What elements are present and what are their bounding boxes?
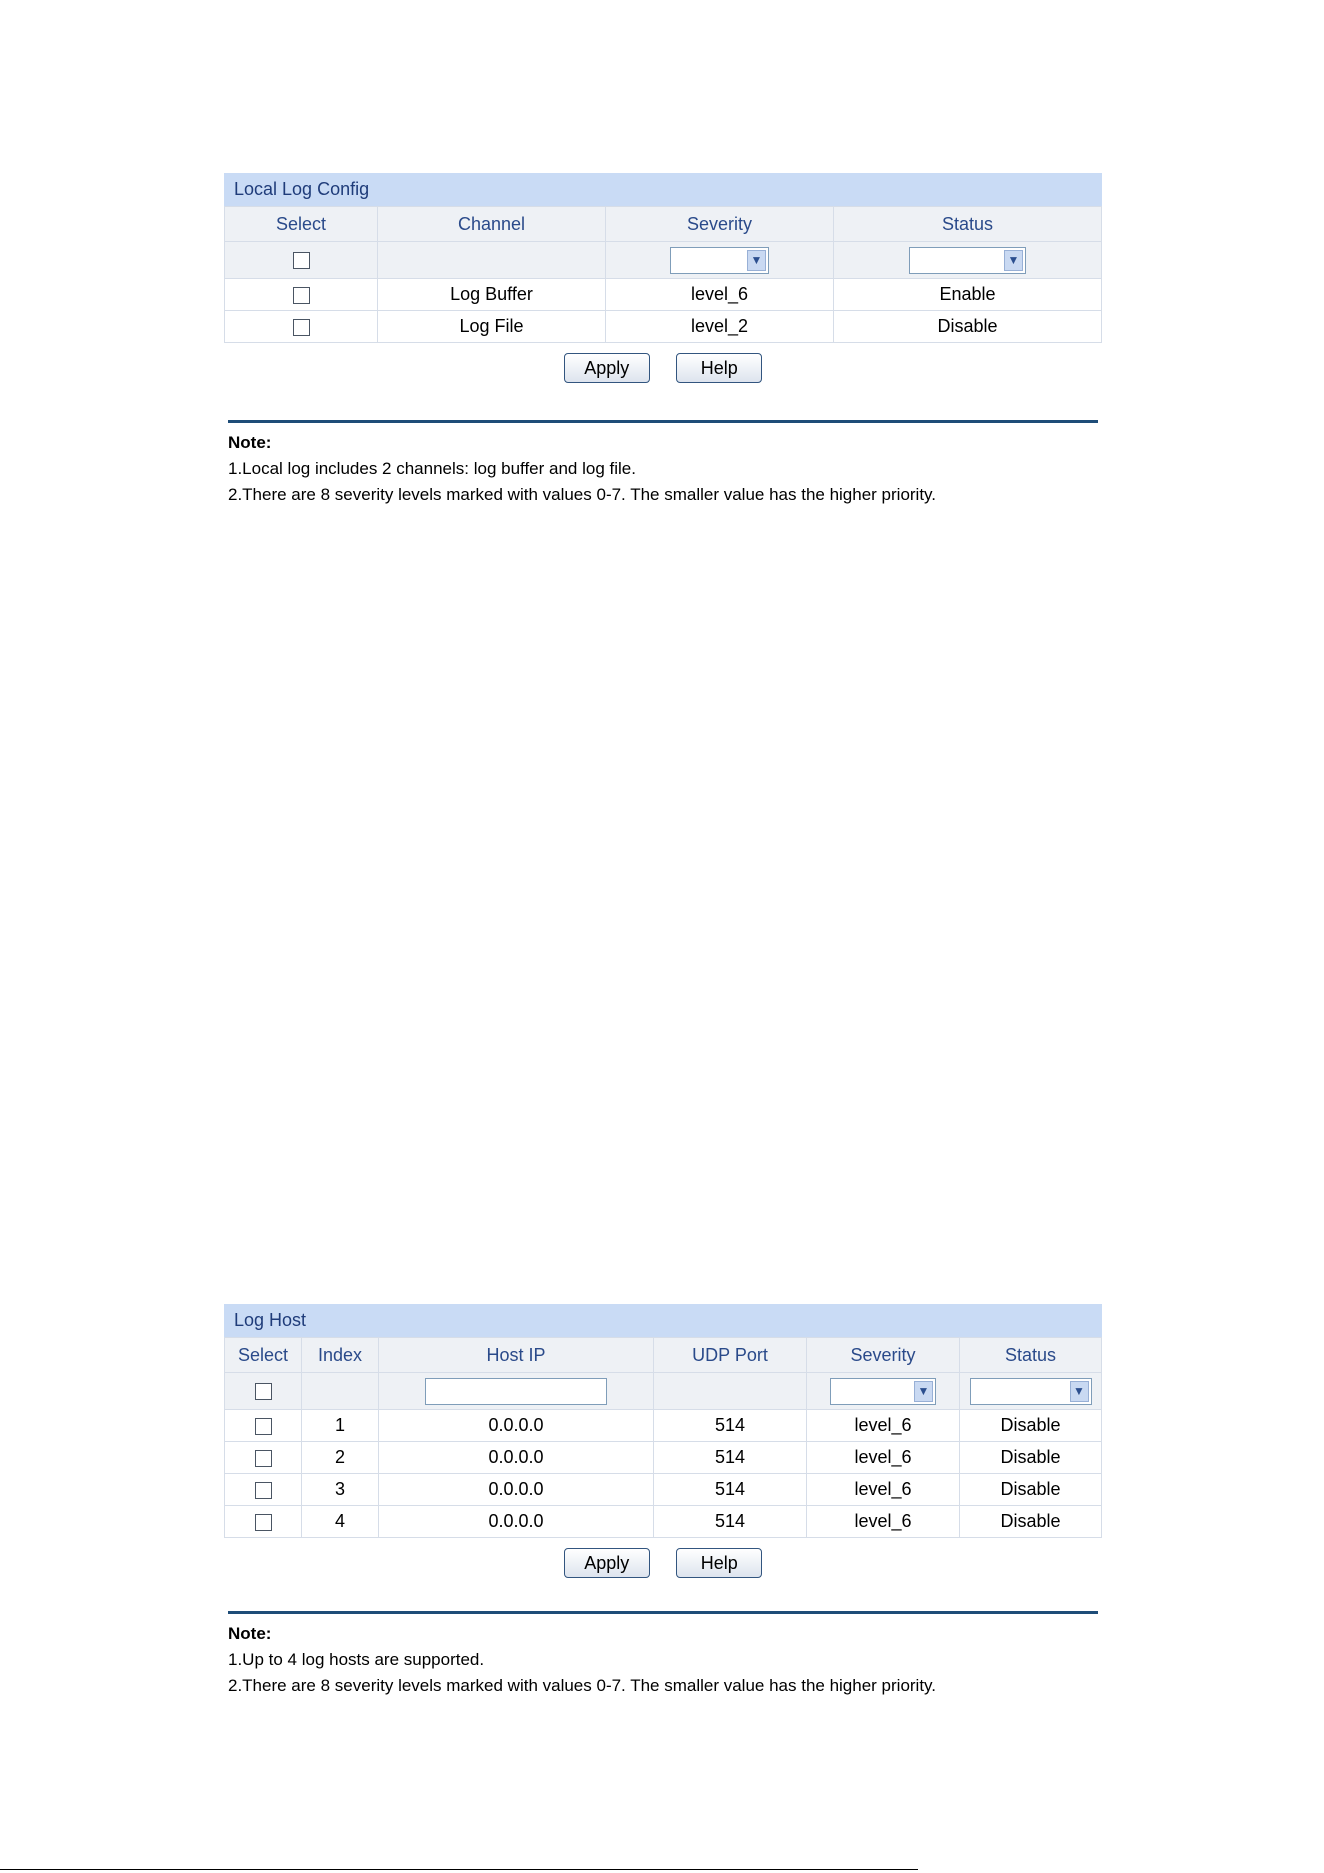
note-line: 2.There are 8 severity levels marked with values 0-7. The smaller value has the higher priority. bbox=[228, 1676, 937, 1695]
table-row bbox=[225, 1442, 1102, 1474]
log-host-table bbox=[224, 1337, 1102, 1538]
column-header-status: Status bbox=[834, 207, 1102, 242]
panel-title: Local Log Config bbox=[224, 173, 1102, 206]
select-all-checkbox[interactable] bbox=[293, 252, 310, 269]
index-cell: 2 bbox=[302, 1442, 379, 1474]
index-cell: 4 bbox=[302, 1506, 379, 1538]
column-header-select: Select bbox=[225, 207, 378, 242]
udp-port-cell: 514 bbox=[654, 1506, 807, 1538]
note-title: Note: bbox=[228, 433, 272, 452]
button-row bbox=[224, 1548, 1102, 1580]
column-header-status: Status bbox=[960, 1338, 1102, 1373]
row-checkbox[interactable] bbox=[255, 1418, 272, 1435]
column-header-channel: Channel bbox=[378, 207, 606, 242]
host-ip-cell: 0.0.0.0 bbox=[379, 1506, 654, 1538]
index-cell: 1 bbox=[302, 1410, 379, 1442]
severity-cell: level_6 bbox=[606, 279, 834, 311]
row-checkbox[interactable] bbox=[255, 1482, 272, 1499]
chevron-down-icon: ▼ bbox=[747, 250, 766, 271]
note-line: 1.Up to 4 log hosts are supported. bbox=[228, 1650, 485, 1669]
row-checkbox[interactable] bbox=[255, 1514, 272, 1531]
log-host-panel bbox=[224, 1304, 1102, 1580]
note-divider bbox=[228, 420, 1098, 423]
udp-port-cell: 514 bbox=[654, 1474, 807, 1506]
severity-cell: level_6 bbox=[807, 1442, 960, 1474]
channel-cell: Log File bbox=[378, 311, 606, 343]
local-log-table bbox=[224, 206, 1102, 343]
host-ip-cell: 0.0.0.0 bbox=[379, 1442, 654, 1474]
chevron-down-icon: ▼ bbox=[1070, 1381, 1089, 1402]
status-cell: Disable bbox=[960, 1474, 1102, 1506]
note-divider bbox=[228, 1611, 1098, 1614]
table-row bbox=[225, 279, 1102, 311]
apply-button[interactable]: Apply bbox=[564, 353, 650, 383]
help-button[interactable]: Help bbox=[676, 1548, 762, 1578]
index-cell: 3 bbox=[302, 1474, 379, 1506]
filter-row bbox=[225, 1373, 1102, 1410]
status-cell: Disable bbox=[834, 311, 1102, 343]
log-host-note bbox=[228, 1611, 1098, 1696]
status-cell: Disable bbox=[960, 1410, 1102, 1442]
table-row bbox=[225, 1474, 1102, 1506]
status-select[interactable] bbox=[909, 247, 1026, 274]
table-row bbox=[225, 311, 1102, 343]
local-log-note bbox=[228, 420, 1098, 505]
table-row bbox=[225, 1410, 1102, 1442]
severity-cell: level_2 bbox=[606, 311, 834, 343]
note-title: Note: bbox=[228, 1624, 272, 1643]
status-cell: Enable bbox=[834, 279, 1102, 311]
column-header-index: Index bbox=[302, 1338, 379, 1373]
column-header-severity: Severity bbox=[606, 207, 834, 242]
udp-port-cell: 514 bbox=[654, 1410, 807, 1442]
severity-select[interactable] bbox=[670, 247, 769, 274]
column-header-severity: Severity bbox=[807, 1338, 960, 1373]
host-ip-cell: 0.0.0.0 bbox=[379, 1410, 654, 1442]
severity-cell: level_6 bbox=[807, 1410, 960, 1442]
apply-button[interactable]: Apply bbox=[564, 1548, 650, 1578]
page-footer-divider bbox=[0, 1869, 918, 1870]
note-line: 2.There are 8 severity levels marked with values 0-7. The smaller value has the higher priority. bbox=[228, 485, 937, 504]
column-header-host-ip: Host IP bbox=[379, 1338, 654, 1373]
panel-title: Log Host bbox=[224, 1304, 1102, 1337]
select-all-checkbox[interactable] bbox=[255, 1383, 272, 1400]
row-checkbox[interactable] bbox=[255, 1450, 272, 1467]
severity-select[interactable] bbox=[830, 1378, 936, 1405]
severity-cell: level_6 bbox=[807, 1474, 960, 1506]
row-checkbox[interactable] bbox=[293, 287, 310, 304]
severity-cell: level_6 bbox=[807, 1506, 960, 1538]
note-line: 1.Local log includes 2 channels: log buffer and log file. bbox=[228, 459, 636, 478]
channel-cell: Log Buffer bbox=[378, 279, 606, 311]
column-header-udp-port: UDP Port bbox=[654, 1338, 807, 1373]
status-select[interactable] bbox=[970, 1378, 1092, 1405]
chevron-down-icon: ▼ bbox=[1004, 250, 1023, 271]
column-header-select: Select bbox=[225, 1338, 302, 1373]
status-cell: Disable bbox=[960, 1506, 1102, 1538]
local-log-config-panel bbox=[224, 173, 1102, 385]
status-cell: Disable bbox=[960, 1442, 1102, 1474]
filter-row bbox=[225, 242, 1102, 279]
udp-port-cell: 514 bbox=[654, 1442, 807, 1474]
row-checkbox[interactable] bbox=[293, 319, 310, 336]
host-ip-input[interactable] bbox=[425, 1378, 607, 1405]
table-row bbox=[225, 1506, 1102, 1538]
chevron-down-icon: ▼ bbox=[914, 1381, 933, 1402]
button-row bbox=[224, 353, 1102, 385]
help-button[interactable]: Help bbox=[676, 353, 762, 383]
host-ip-cell: 0.0.0.0 bbox=[379, 1474, 654, 1506]
